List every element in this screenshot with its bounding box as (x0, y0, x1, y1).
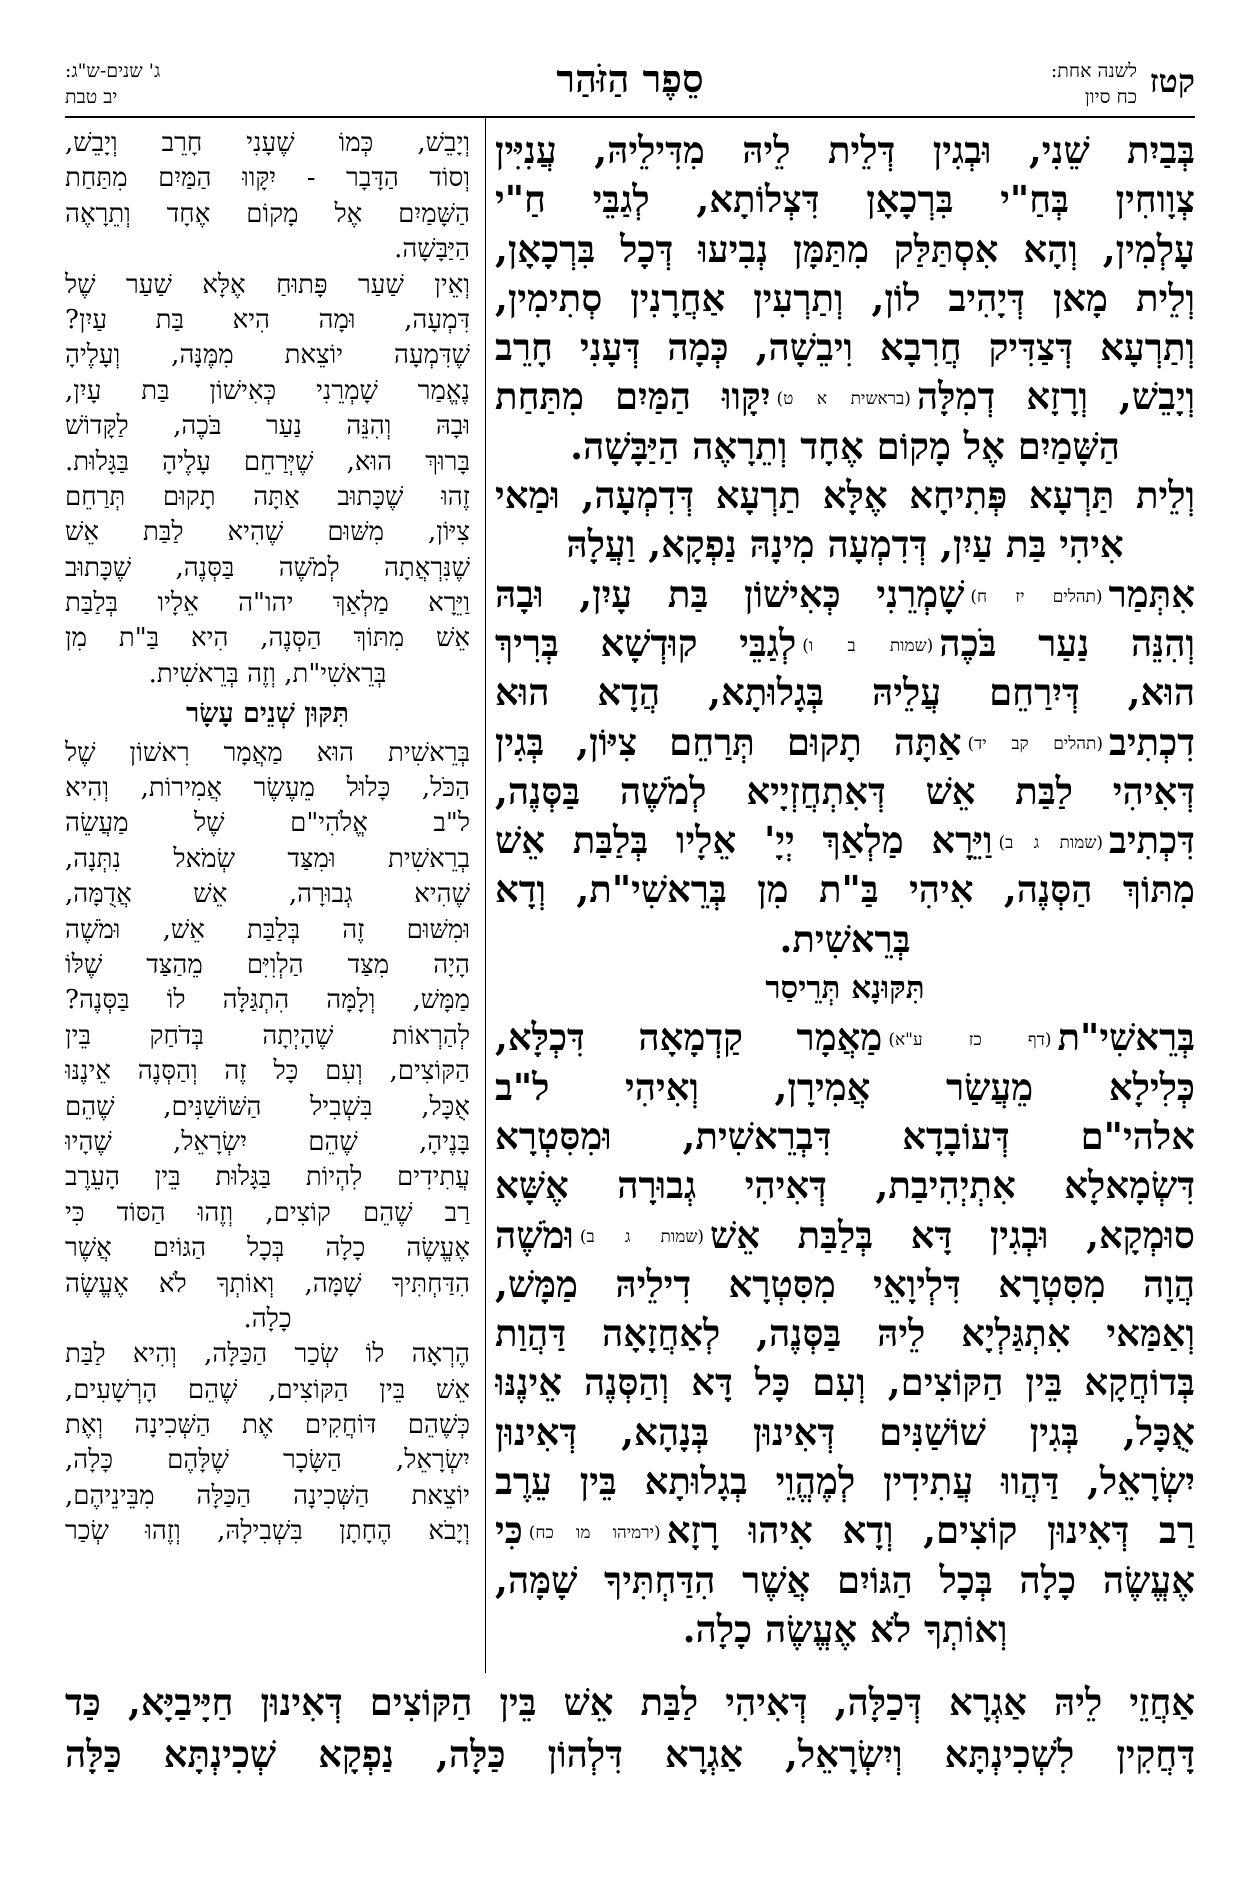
header-right (895, 58, 1195, 120)
main-line: וְאַמַּאי אִתְגַּלְיָא לֵיהּ בַּסְּנֶה, לְאַחֲזָאָה דַּהֲוַת (495, 1311, 1195, 1356)
commentary-line: בָּנֶיהָ, שֶׁהֵם יִשְׂרָאֵל, שֶׁהָיוּ (65, 1126, 470, 1157)
commentary-line: וְיָבֹא הֶחָתָן בִּשְׁבִילָהּ, וְזֶהוּ שְׂכַר (65, 1516, 470, 1547)
commentary-line: וְסוֹד הַדָּבָר - יִקָּווּ הַמַּיִם מִתַּחַת (65, 163, 470, 194)
commentary-line: עֲתִידִים לִהְיוֹת בַּגָּלוּת בֵּין הָעֵרֶב (65, 1162, 470, 1193)
verse-reference: (תהלים קב יד) (967, 734, 1103, 755)
main-text: וְהִנֵּה נַעַר בֹּכֶה (939, 620, 1195, 665)
page-reference: (דף כז ע"א) (888, 1030, 1052, 1051)
main-line: הַשָּׁמַיִם אֶל מָקוֹם אֶחָד וְתֵרָאֶה הַיַּבָּשָׁה. (570, 423, 1120, 468)
commentary-line: בָּרוּךְ הוּא, שֶׁיְּרַחֵם עָלֶיהָ בַּגָּלוּת. (65, 446, 470, 477)
commentary-line: יוֹצֵאת הַשְּׁכִינָה הַכַּלָּה מִבֵּינֵיהֶם, (65, 1480, 470, 1511)
main-line: וְאוֹתְךָ לֹא אֶעֱשֶׂה כָלָה. (682, 1606, 1008, 1651)
main-line: דְּאִיהִי לַבַּת אֵשׁ דְּאִתְחֲזְיָיא לְמֹשֶׁה בַּסְּנֶה, (495, 768, 1195, 813)
main-line (495, 1013, 1195, 1062)
main-text: אִתְּמַר (1108, 571, 1195, 616)
commentary-line: כְּשֶׁהֵם דּוֹחֲקִים אֶת הַשְּׁכִינָה וְאֶת (65, 1410, 470, 1441)
main-line: אלהי"ם דְּעוֹבָדָא דִּבְרֵאשִׁית, וּמִסִּטְרָא (495, 1113, 1195, 1158)
commentary-line: וַיֵּרָא מַלְאַךְ יהו"ה אֵלָיו בְּלַבַּת (65, 588, 470, 619)
commentary-line: ל"ב אֱלֹהִי"ם שֶׁל מַעֲשֵׂה (65, 808, 470, 839)
commentary-line: דִּמְעָה, וּמָה הִיא בַּת עַיִן? (65, 304, 470, 335)
main-line: מִתּוֹךְ הַסְּנֶה, אִיהִי בַּ"ת מִן בְּרֵאשִׁי"ת, וְדָא (495, 867, 1195, 912)
commentary-line: וְאֵין שַׁעַר פָּתוּחַ אֶלָּא שַׁעַר שֶׁל (65, 269, 470, 300)
commentary-line: צִיּוֹן, מִשּׁוּם שֶׁהִיא לַבַּת אֵשׁ (65, 517, 470, 548)
verse-reference: (שמות ב ו) (802, 635, 934, 656)
bottom-text (65, 1676, 1195, 1780)
header-rule (65, 116, 1195, 118)
commentary-line: מַמָּשׁ, וְלָמָּה הִתְגַּלָּה לוֹ בַּסְּנֶה? (65, 985, 470, 1016)
commentary-column (65, 126, 470, 1550)
commentary-line: שֶׁדִּמְעָה יוֹצֵאת מִמֶּנָּה, וְעָלֶיהָ (65, 340, 470, 371)
commentary-line: רַב שֶׁהֵם קוֹצִים, וְזֶהוּ הַסּוֹד כִּי (65, 1197, 470, 1228)
commentary-line: בְרֵאשִׁית וּמִצַּד שְׂמֹאל נִתְּנָה, (65, 843, 470, 874)
commentary-line: זֶהוּ שֶׁכָּתוּב אַתָּה תָקוּם תְּרַחֵם (65, 481, 470, 512)
main-line: הוּא, דְּיִרַחֵם עֲלֵיהּ בְּגָלוּתָא, הֲדָא הוּא (495, 670, 1195, 715)
bottom-line: דָּחֲקִין לִשְׁכִינְתָּא וְיִשְׂרָאֵל, אַגְרָא דִּלְהוֹן כַּלָּה, נַפְקָא שְׁכִינְתָּא כַּלָּה (65, 1732, 1195, 1776)
commentary-line: אֵשׁ מִתּוֹךְ הַסְּנֶה, הִיא בַּ"ת מִן (65, 623, 470, 654)
commentary-line: הַקּוֹצִים, וְעִם כָּל זֶה וְהַסְּנֶה אֵינֶנּוּ (65, 1056, 470, 1087)
verse-text: וַיֵּרָא מַלְאַךְ יְיָ' אֵלָיו בְּלַבַּת אֵשׁ (495, 818, 993, 863)
commentary-heading: תִּקּוּן שְׁנֵים עָשָׂר (186, 698, 349, 730)
main-text: רַב דְּאִינוּן קוֹצִים, וְדָא אִיהוּ רָזָא (666, 1508, 1195, 1553)
main-line: בְּרֵאשִׁית. (779, 916, 911, 961)
verse-text: כִּי (495, 1508, 523, 1553)
commentary-line: הַכֹּל, כָּלוּל מֵעֶשֶׂר אֲמִירוֹת, וְהִיא (65, 773, 470, 804)
column-divider (485, 118, 486, 1673)
main-line (495, 1506, 1195, 1555)
section-heading: תִּקּוּנָא תְּרֵיסַר (765, 970, 925, 1007)
main-text: וְיָבֵשׁ, וְרָזָא דְמִלָּה (916, 374, 1195, 419)
main-line: דִּשְׂמָאלָא אִתְיְהִיבַת, דְּאִיהִי גְבוּרָה אֶשָּׁא (495, 1163, 1195, 1208)
opening-word: בְּרֵאשִׁי"ת (1057, 1015, 1195, 1060)
schedule-date: כח סיון (1084, 86, 1137, 108)
commentary-line: כָלָה. (243, 1303, 292, 1334)
main-line (495, 718, 1195, 767)
main-line: יִשְׂרָאֵל, דַּהֲווּ עֲתִידִין לְמֶהֱוֵי בְגָלוּתָא בֵּין עֵרֶב (495, 1459, 1195, 1504)
page-title: סֵפֶר הַזֹּהַר (556, 56, 704, 101)
main-line: אִיהִי בַּת עַיִן, דְּדִמְעָה מִינָהּ נַפְקָא, וַעֲלָהּ (566, 522, 1124, 567)
verse-text: יִקָּווּ הַמַּיִם מִתַּחַת (495, 374, 771, 419)
commentary-line: אֶעֱשֶׂה כָלָה בְּכָל הַגּוֹיִם אֲשֶׁר (65, 1233, 470, 1264)
main-line: אֻכָּל, בְּגִין שׁוֹשַׁנִּים דְּאִינוּן בְּנָהָא, דְּאִינוּן (495, 1409, 1195, 1454)
main-line (495, 372, 1195, 421)
main-line: כְּלִילָא מֵעֲשַׂר אֲמִירָן, וְאִיהִי ל"ב (495, 1064, 1195, 1109)
main-line: וְתַרְעָא דְּצַדִּיק חֲרִבָא וִיבֵשָׁה, כְּמָה דְּעָנִי חָרֵב (495, 325, 1195, 370)
commentary-line: הֶרְאָה לוֹ שְׂכַר הַכַּלָּה, וְהִיא לַבַּת (65, 1339, 470, 1370)
main-text: סוּמְקָא, וּבְגִין דָּא בְּלַבַּת אֵשׁ (710, 1212, 1195, 1257)
main-line: הֲוָה מִסִּטְרָא דִּלְיוָאֵי מִסִּטְרָא דִילֵיהּ מַמָּשׁ, (495, 1261, 1195, 1306)
main-text: וּמֹשֶׁה (495, 1212, 574, 1257)
verse-reference: (תהלים יז ח) (970, 586, 1103, 607)
main-line: בְּבַיִת שֵׁנִי, וּבְגִין דְּלֵית לֵיהּ מִדִּילֵיהּ, עֲנִיִּין (495, 128, 1195, 172)
main-line (495, 570, 1195, 619)
commentary-line: אֵשׁ בֵּין הַקּוֹצִים, שֶׁהֵם הָרְשָׁעִים, (65, 1374, 470, 1405)
commentary-line: הַשָּׁמַיִם אֶל מָקוֹם אֶחָד וְתֵרָאֶה (65, 198, 470, 229)
header-left (65, 58, 365, 120)
verse-text: שָׁמְרֵנִי כְּאִישׁוֹן בַּת עָיִן, וּבָהּ (495, 571, 965, 616)
main-line (495, 816, 1195, 865)
commentary-line: אֻכָּל, בִּשְׁבִיל הַשּׁוֹשַׁנִּים, שֶׁהֵם (65, 1091, 470, 1122)
header-schedule-right (1051, 58, 1137, 110)
commentary-line: בְּרֵאשִׁית הוּא מַאֲמָר רִאשׁוֹן שֶׁל (65, 737, 470, 768)
bottom-line: אַחֲזֵי לֵיהּ אַגְרָא דְּכַלָּה, דְּאִיהִי לַבַּת אֵשׁ בֵּין הַקּוֹצִים דְּאִינוּן חַיָּיבַיָּא, כַּד (65, 1680, 1195, 1724)
schedule-label: לשנה אחת: (1050, 60, 1137, 82)
verse-text: אַתָּה תָקוּם תְּרַחֵם צִיּוֹן, בְּגִין (495, 719, 962, 764)
main-line (495, 1211, 1195, 1260)
main-line: עָלְמִין, וְהָא אִסְתַּלַּק מִתַּמָּן נְבִיעוּ דְּכָל בִּרְכָאָן, (495, 226, 1195, 271)
commentary-line: הִדַּחְתִּיךָ שָׁמָּה, וְאוֹתְךָ לֹא אֶעֱשֶׂה (65, 1268, 470, 1299)
commentary-line: וּמִשּׁוּם זֶה בְּלַבַּת אֵשׁ, וּמֹשֶׁה (65, 914, 470, 945)
schedule-date-left: יב טבת (65, 86, 118, 108)
verse-reference: (בראשית א ט) (776, 389, 911, 410)
commentary-line: בְּרֵאשִׁי"ת, וְזֶה בְּרֵאשִׁית. (148, 658, 387, 689)
main-text: דִּכְתִיב (1109, 818, 1195, 863)
main-text: דִכְתִיב (1109, 719, 1195, 764)
commentary-line: יִשְׂרָאֵל, הַשָּׂכָר שֶׁלָּהֶם כָּלָה, (65, 1445, 470, 1476)
main-line: בְּדוֹחֲקָא בֵּין הַקּוֹצִים, וְעִם כָּל דָּא וְהַסְּנֶה אֵינֶנּוּ (495, 1360, 1195, 1405)
commentary-line: וּבָהּ וְהִנֵּה נַעַר בֹּכֶה, לַקָּדוֹשׁ (65, 411, 470, 442)
commentary-line: הַיַּבָּשָׁה. (394, 234, 470, 265)
schedule-label-left: ג' שנים-ש"ג: (65, 60, 161, 82)
folio-number: קטז (1149, 62, 1195, 100)
verse-reference: (שמות ג ב) (998, 833, 1103, 853)
verse-reference: (ירמיהו מו כח) (528, 1523, 661, 1544)
main-text: מַאֲמָר קַדְמָאָה דִּכְלָּא, (495, 1015, 883, 1060)
main-line: וְלֵית תַּרְעָא פְּתִיחָא אֶלָּא תַרְעָא דְּדִמְעָה, וּמַאי (495, 473, 1195, 518)
commentary-line: הָיָה מִצַּד הַלְוִיִּם מֵהַצַּד שֶׁלּוֹ (65, 949, 470, 980)
main-line: אֶעֱשֶׂה כָלָה בְּכָל הַגּוֹיִם אֲשֶׁר הִדַּחְתִּיךָ שָׁמָּה, (495, 1557, 1195, 1602)
commentary-line: לְהַרְאוֹת שֶׁהָיְתָה בְּדֹחַק בֵּין (65, 1020, 470, 1051)
main-column (495, 126, 1195, 1654)
commentary-line: שֶׁהִיא גְבוּרָה, אֵשׁ אֲדֻמָּה, (65, 879, 470, 910)
commentary-line: וְיָבֵשׁ, כְּמוֹ שֶׁעָנִי חָרֵב וְיָבֵשׁ, (65, 128, 470, 158)
main-line: וְלֵית מָאן דְּיָהִיב לוֹן, וְתַרְעִין אַחֲרָנִין סְתִימִין, (495, 275, 1195, 320)
main-line: צְוָוחִין בְּחַ"י בִּרְכָאָן דִּצְלוֹתָא, לְגַבֵּי חַ"י (495, 177, 1195, 222)
commentary-line: שֶׁנִּרְאֲתָה לְמֹשֶׁה בַּסְּנֶה, שֶׁכָּתוּב (65, 552, 470, 583)
verse-text: לְגַבֵּי קוּדְשָׁא בְּרִיךְ (495, 620, 797, 665)
verse-reference: (שמות ג ב) (579, 1227, 705, 1248)
commentary-line: נֶאֱמַר שָׁמְרֵנִי כְּאִישׁוֹן בַּת עָיִן, (65, 375, 470, 406)
main-line (495, 619, 1195, 668)
